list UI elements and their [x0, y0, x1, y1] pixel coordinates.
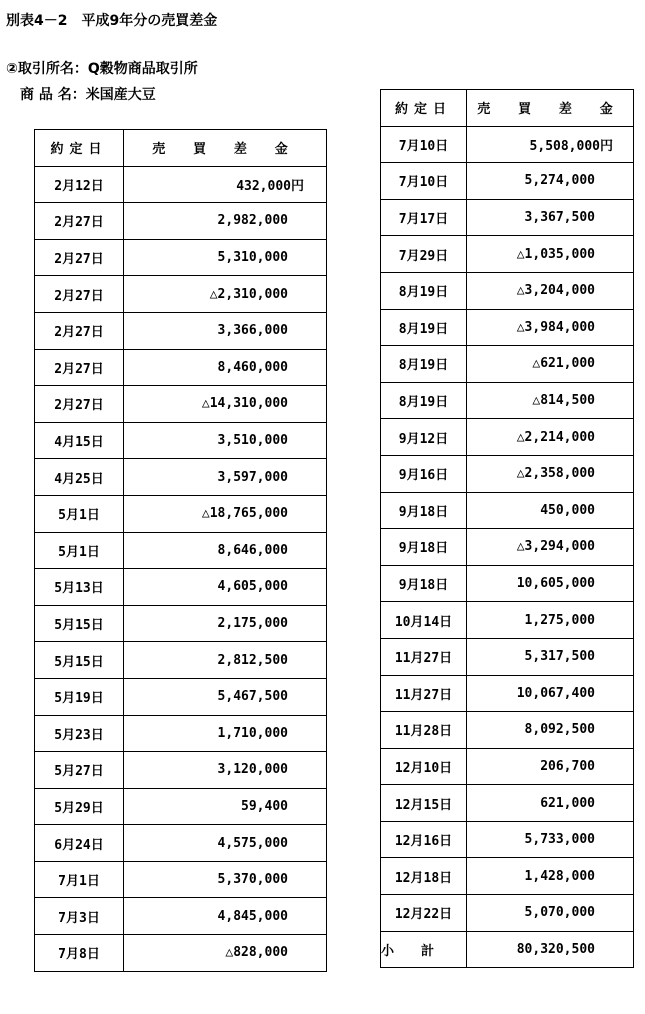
trade-date: 8月19日	[381, 382, 467, 419]
table-row	[381, 419, 634, 456]
table-row	[35, 825, 327, 862]
trade-date: 7月8日	[35, 935, 124, 972]
table-row	[35, 276, 327, 313]
table-header-row	[35, 130, 327, 167]
table-row	[35, 569, 327, 606]
trade-date: 12月16日	[381, 821, 467, 858]
trade-date: 4月15日	[35, 422, 124, 459]
table-row	[381, 382, 634, 419]
table-row	[35, 349, 327, 386]
table-row	[381, 895, 634, 932]
table-header-row	[381, 90, 634, 127]
trade-difference: 4,575,000	[217, 835, 288, 851]
trade-difference: △2,358,000	[516, 466, 595, 482]
header-trade-difference: 売 買 差 金	[124, 130, 327, 167]
trade-date: 5月27日	[35, 752, 124, 789]
trade-difference-cell	[467, 199, 634, 236]
table-row	[35, 605, 327, 642]
trade-difference-cell	[467, 455, 634, 492]
trade-difference-cell	[124, 495, 327, 532]
trade-difference: 3,367,500	[524, 210, 595, 226]
trade-difference: 2,175,000	[217, 616, 288, 632]
trade-difference: △2,214,000	[516, 429, 595, 445]
trade-difference-cell	[467, 712, 634, 749]
table-row	[35, 861, 327, 898]
trade-difference: 8,092,500	[524, 722, 595, 738]
trade-difference-cell	[124, 898, 327, 935]
trade-difference-cell	[124, 166, 327, 203]
trade-difference: △3,294,000	[516, 539, 595, 555]
trade-difference: 5,508,000円	[529, 138, 613, 154]
trade-difference: 450,000	[540, 502, 595, 518]
trade-difference: △3,204,000	[516, 283, 595, 299]
trade-difference: △3,984,000	[516, 319, 595, 335]
table-row	[35, 312, 327, 349]
table-row	[381, 492, 634, 529]
table-row	[35, 788, 327, 825]
document-title: 別表4－2 平成9年分の売買差金	[6, 13, 218, 29]
trade-date: 12月22日	[381, 895, 467, 932]
subtotal-amount-cell	[467, 931, 634, 968]
trade-difference: 4,605,000	[217, 579, 288, 595]
trade-difference: 5,070,000	[524, 905, 595, 921]
left-table-body	[35, 166, 327, 971]
table-row	[35, 166, 327, 203]
subtotal-label	[381, 931, 467, 968]
trade-date: 2月27日	[35, 386, 124, 423]
table-row	[381, 821, 634, 858]
trade-difference: △2,310,000	[209, 286, 288, 302]
trade-difference-cell	[124, 825, 327, 862]
exchange-name: ②取引所名：Q穀物商品取引所	[6, 61, 198, 77]
trade-difference: △621,000	[532, 356, 595, 372]
table-row	[35, 898, 327, 935]
trade-difference: △18,765,000	[201, 506, 288, 522]
table-row	[35, 386, 327, 423]
trade-difference-cell	[124, 532, 327, 569]
table-row	[381, 748, 634, 785]
table-row	[381, 602, 634, 639]
subtotal-label-left: 小	[381, 943, 395, 959]
table-row	[381, 529, 634, 566]
product-name: 商 品 名：米国産大豆	[20, 87, 156, 103]
trade-difference: 1,710,000	[217, 725, 288, 741]
trade-difference-cell	[467, 309, 634, 346]
trade-date: 2月27日	[35, 203, 124, 240]
right-trade-table	[380, 89, 634, 968]
trade-difference-cell	[124, 935, 327, 972]
trade-date: 5月19日	[35, 678, 124, 715]
table-row	[35, 935, 327, 972]
table-row	[35, 239, 327, 276]
table-row	[35, 203, 327, 240]
table-row	[35, 642, 327, 679]
subtotal-row	[381, 931, 634, 968]
trade-difference-cell	[124, 861, 327, 898]
trade-date: 9月18日	[381, 529, 467, 566]
trade-date: 7月10日	[381, 163, 467, 200]
trade-date: 6月24日	[35, 825, 124, 862]
table-row	[35, 752, 327, 789]
subtotal-label-right: 計	[421, 943, 435, 959]
table-row	[381, 199, 634, 236]
trade-date: 5月29日	[35, 788, 124, 825]
trade-difference: △1,035,000	[516, 246, 595, 262]
table-row	[381, 126, 634, 163]
table-row	[35, 715, 327, 752]
trade-difference-cell	[124, 678, 327, 715]
trade-date: 5月23日	[35, 715, 124, 752]
trade-date: 5月1日	[35, 495, 124, 532]
trade-difference: 5,317,500	[524, 649, 595, 665]
trade-difference: 3,597,000	[217, 469, 288, 485]
trade-difference: △814,500	[532, 393, 595, 409]
trade-difference: 432,000円	[236, 178, 304, 194]
trade-difference-cell	[124, 715, 327, 752]
trade-difference: 2,812,500	[217, 652, 288, 668]
trade-difference-cell	[467, 346, 634, 383]
trade-difference-cell	[467, 895, 634, 932]
trade-difference-cell	[467, 602, 634, 639]
subtotal-amount: 80,320,500	[516, 941, 595, 957]
trade-difference: 621,000	[540, 795, 595, 811]
trade-difference-cell	[124, 605, 327, 642]
trade-difference: 10,067,400	[516, 685, 595, 701]
trade-difference-cell	[124, 642, 327, 679]
trade-date: 10月14日	[381, 602, 467, 639]
trade-difference: 3,366,000	[217, 323, 288, 339]
trade-date: 2月27日	[35, 239, 124, 276]
trade-difference: 1,275,000	[524, 612, 595, 628]
table-row	[381, 346, 634, 383]
table-row	[35, 459, 327, 496]
trade-difference: 5,310,000	[217, 250, 288, 266]
trade-date: 11月27日	[381, 675, 467, 712]
trade-difference: 3,120,000	[217, 762, 288, 778]
trade-difference-cell	[124, 386, 327, 423]
right-table-body	[381, 126, 634, 931]
trade-date: 7月17日	[381, 199, 467, 236]
trade-date: 9月18日	[381, 492, 467, 529]
trade-difference-cell	[467, 126, 634, 163]
trade-difference: △828,000	[225, 945, 288, 961]
trade-difference: 5,274,000	[524, 173, 595, 189]
trade-difference-cell	[124, 422, 327, 459]
trade-date: 8月19日	[381, 272, 467, 309]
trade-difference-cell	[467, 858, 634, 895]
trade-difference-cell	[124, 312, 327, 349]
table-row	[381, 236, 634, 273]
trade-date: 2月27日	[35, 276, 124, 313]
trade-difference: 8,460,000	[217, 359, 288, 375]
trade-date: 5月15日	[35, 642, 124, 679]
table-row	[381, 309, 634, 346]
trade-difference-cell	[467, 236, 634, 273]
trade-difference: 5,370,000	[217, 872, 288, 888]
trade-date: 5月15日	[35, 605, 124, 642]
trade-difference: 5,733,000	[524, 832, 595, 848]
trade-difference: 10,605,000	[516, 576, 595, 592]
table-row	[381, 858, 634, 895]
trade-difference-cell	[467, 272, 634, 309]
trade-date: 5月1日	[35, 532, 124, 569]
trade-date: 7月10日	[381, 126, 467, 163]
trade-difference: 8,646,000	[217, 542, 288, 558]
trade-difference-cell	[467, 163, 634, 200]
table-row	[381, 272, 634, 309]
trade-difference-cell	[467, 419, 634, 456]
trade-difference-cell	[467, 492, 634, 529]
trade-difference: 5,467,500	[217, 689, 288, 705]
trade-date: 4月25日	[35, 459, 124, 496]
table-row	[381, 638, 634, 675]
trade-difference: △14,310,000	[201, 396, 288, 412]
table-row	[381, 785, 634, 822]
trade-difference-cell	[124, 752, 327, 789]
trade-date: 8月19日	[381, 309, 467, 346]
table-row	[381, 565, 634, 602]
trade-date: 5月13日	[35, 569, 124, 606]
trade-date: 2月12日	[35, 166, 124, 203]
trade-difference: 2,982,000	[217, 213, 288, 229]
trade-difference: 206,700	[540, 758, 595, 774]
trade-date: 2月27日	[35, 312, 124, 349]
trade-difference-cell	[124, 569, 327, 606]
table-row	[35, 678, 327, 715]
trade-date: 7月1日	[35, 861, 124, 898]
trade-date: 9月16日	[381, 455, 467, 492]
trade-difference-cell	[467, 821, 634, 858]
trade-difference-cell	[467, 638, 634, 675]
trade-difference-cell	[124, 276, 327, 313]
table-row	[35, 495, 327, 532]
trade-difference-cell	[467, 785, 634, 822]
trade-date: 11月27日	[381, 638, 467, 675]
trade-difference-cell	[467, 675, 634, 712]
trade-date: 7月29日	[381, 236, 467, 273]
table-row	[381, 455, 634, 492]
trade-date: 7月3日	[35, 898, 124, 935]
trade-difference-cell	[467, 565, 634, 602]
table-row	[35, 532, 327, 569]
trade-difference-cell	[124, 349, 327, 386]
header-trade-difference: 売 買 差 金	[467, 90, 634, 127]
trade-date: 11月28日	[381, 712, 467, 749]
trade-date: 12月10日	[381, 748, 467, 785]
table-row	[381, 712, 634, 749]
trade-date: 2月27日	[35, 349, 124, 386]
trade-difference-cell	[467, 529, 634, 566]
trade-difference: 1,428,000	[524, 868, 595, 884]
trade-difference: 3,510,000	[217, 433, 288, 449]
header-trade-date: 約定日	[35, 130, 124, 167]
trade-difference-cell	[467, 748, 634, 785]
table-row	[381, 675, 634, 712]
left-trade-table	[34, 129, 327, 972]
trade-difference-cell	[124, 203, 327, 240]
trade-difference-cell	[124, 459, 327, 496]
trade-date: 9月12日	[381, 419, 467, 456]
trade-difference-cell	[124, 788, 327, 825]
trade-date: 9月18日	[381, 565, 467, 602]
trade-difference: 4,845,000	[217, 908, 288, 924]
trade-date: 8月19日	[381, 346, 467, 383]
trade-date: 12月18日	[381, 858, 467, 895]
header-trade-date: 約定日	[381, 90, 467, 127]
table-row	[381, 163, 634, 200]
trade-date: 12月15日	[381, 785, 467, 822]
table-row	[35, 422, 327, 459]
trade-difference-cell	[124, 239, 327, 276]
trade-difference-cell	[467, 382, 634, 419]
trade-difference: 59,400	[241, 798, 288, 814]
